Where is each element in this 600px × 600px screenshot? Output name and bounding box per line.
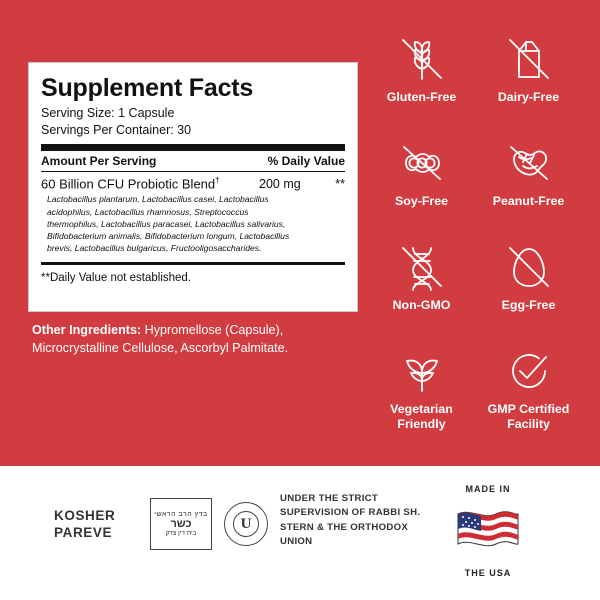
icon-label-gmp-certified: GMP Certified Facility — [487, 402, 570, 431]
facts-column-headers — [41, 151, 345, 171]
hebrew-seal-bottom: בית דין צדק — [165, 530, 197, 537]
made-in-usa-bottom-text: THE USA — [464, 568, 512, 578]
servings-per-container-line: Servings Per Container: 30 — [41, 123, 192, 138]
dna-icon — [394, 238, 450, 296]
icon-label-dairy-free: Dairy-Free — [497, 90, 560, 104]
other-ingredients-label: Other Ingredients: — [32, 323, 142, 337]
hebrew-seal-top: בדץ הרב הראשי — [154, 511, 208, 518]
daily-value-header: % Daily Value — [267, 154, 345, 168]
hebrew-seal-middle: כשר — [170, 518, 192, 530]
icon-cell-soy-free — [370, 134, 473, 236]
icon-cell-vegetarian-friendly — [370, 342, 473, 444]
usa-flag-icon — [454, 504, 522, 560]
probiotic-blend-name-text: 60 Billion CFU Probiotic Blend — [41, 176, 216, 192]
probiotic-blend-name — [41, 176, 259, 191]
certification-icon-grid — [370, 30, 580, 444]
orthodox-union-mark — [224, 502, 268, 546]
icon-cell-egg-free — [477, 238, 580, 340]
hebrew-kosher-seal — [150, 498, 212, 550]
serving-size-line: Serving Size: 1 Capsule — [41, 106, 175, 121]
leaf-sprout-icon — [394, 342, 450, 400]
orthodox-union-letter: U — [233, 511, 259, 537]
probiotic-blend-daily-value: ** — [335, 177, 345, 192]
peanut-icon — [501, 134, 557, 192]
icon-label-gluten-free: Gluten-Free — [386, 90, 457, 104]
icon-cell-gmp-certified — [477, 342, 580, 444]
other-ingredients-block — [32, 322, 332, 358]
soybean-icon — [394, 134, 450, 192]
icon-cell-peanut-free — [477, 134, 580, 236]
supplement-facts-title: Supplement Facts — [41, 74, 254, 102]
supplement-facts-card — [28, 62, 358, 312]
milk-carton-icon — [501, 30, 557, 88]
probiotic-blend-row — [41, 172, 345, 192]
probiotic-blend-amount: 200 mg — [259, 177, 301, 192]
probiotic-strain-list: Lactobacillus plantarum, Lactobacillus casei, Lactobacillus acidophilus, Lactobacillus rhamnosus, Streptococcus thermophilus, Lactobacillus paracasei, Lactobacillus salivarius, Bifidobacterium animalis, Bifidobacterium longum, Lactobacillus brevis, Lactobacillus bulgaricus, Fructooligosaccharides. — [47, 194, 290, 254]
made-in-usa-top-text: MADE IN — [465, 484, 511, 494]
icon-label-vegetarian-friendly: Vegetarian Friendly — [390, 402, 453, 431]
icon-label-non-gmo: Non-GMO — [392, 298, 451, 312]
daily-value-footnote: **Daily Value not established. — [41, 272, 192, 285]
other-ingredients-text: Hypromellose (Capsule), Microcrystalline Cellulose, Ascorbyl Palmitate. — [32, 323, 289, 355]
supervision-statement: UNDER THE STRICT SUPERVISION OF RABBI SH. STERN & THE ORTHODOX UNION — [280, 493, 421, 548]
egg-icon — [501, 238, 557, 296]
facts-divider-thick — [41, 144, 345, 151]
kosher-pareve-label: KOSHER PAREVE — [54, 508, 116, 540]
icon-label-peanut-free: Peanut-Free — [492, 194, 565, 208]
icon-label-soy-free: Soy-Free — [394, 194, 449, 208]
icon-cell-non-gmo — [370, 238, 473, 340]
icon-cell-gluten-free — [370, 30, 473, 132]
checkmark-circle-icon — [501, 342, 557, 400]
wheat-icon — [394, 30, 450, 88]
icon-label-egg-free: Egg-Free — [501, 298, 556, 312]
probiotic-blend-superscript: † — [215, 176, 220, 185]
icon-cell-dairy-free — [477, 30, 580, 132]
made-in-usa-badge — [440, 484, 536, 580]
amount-per-serving-header: Amount Per Serving — [41, 154, 157, 168]
